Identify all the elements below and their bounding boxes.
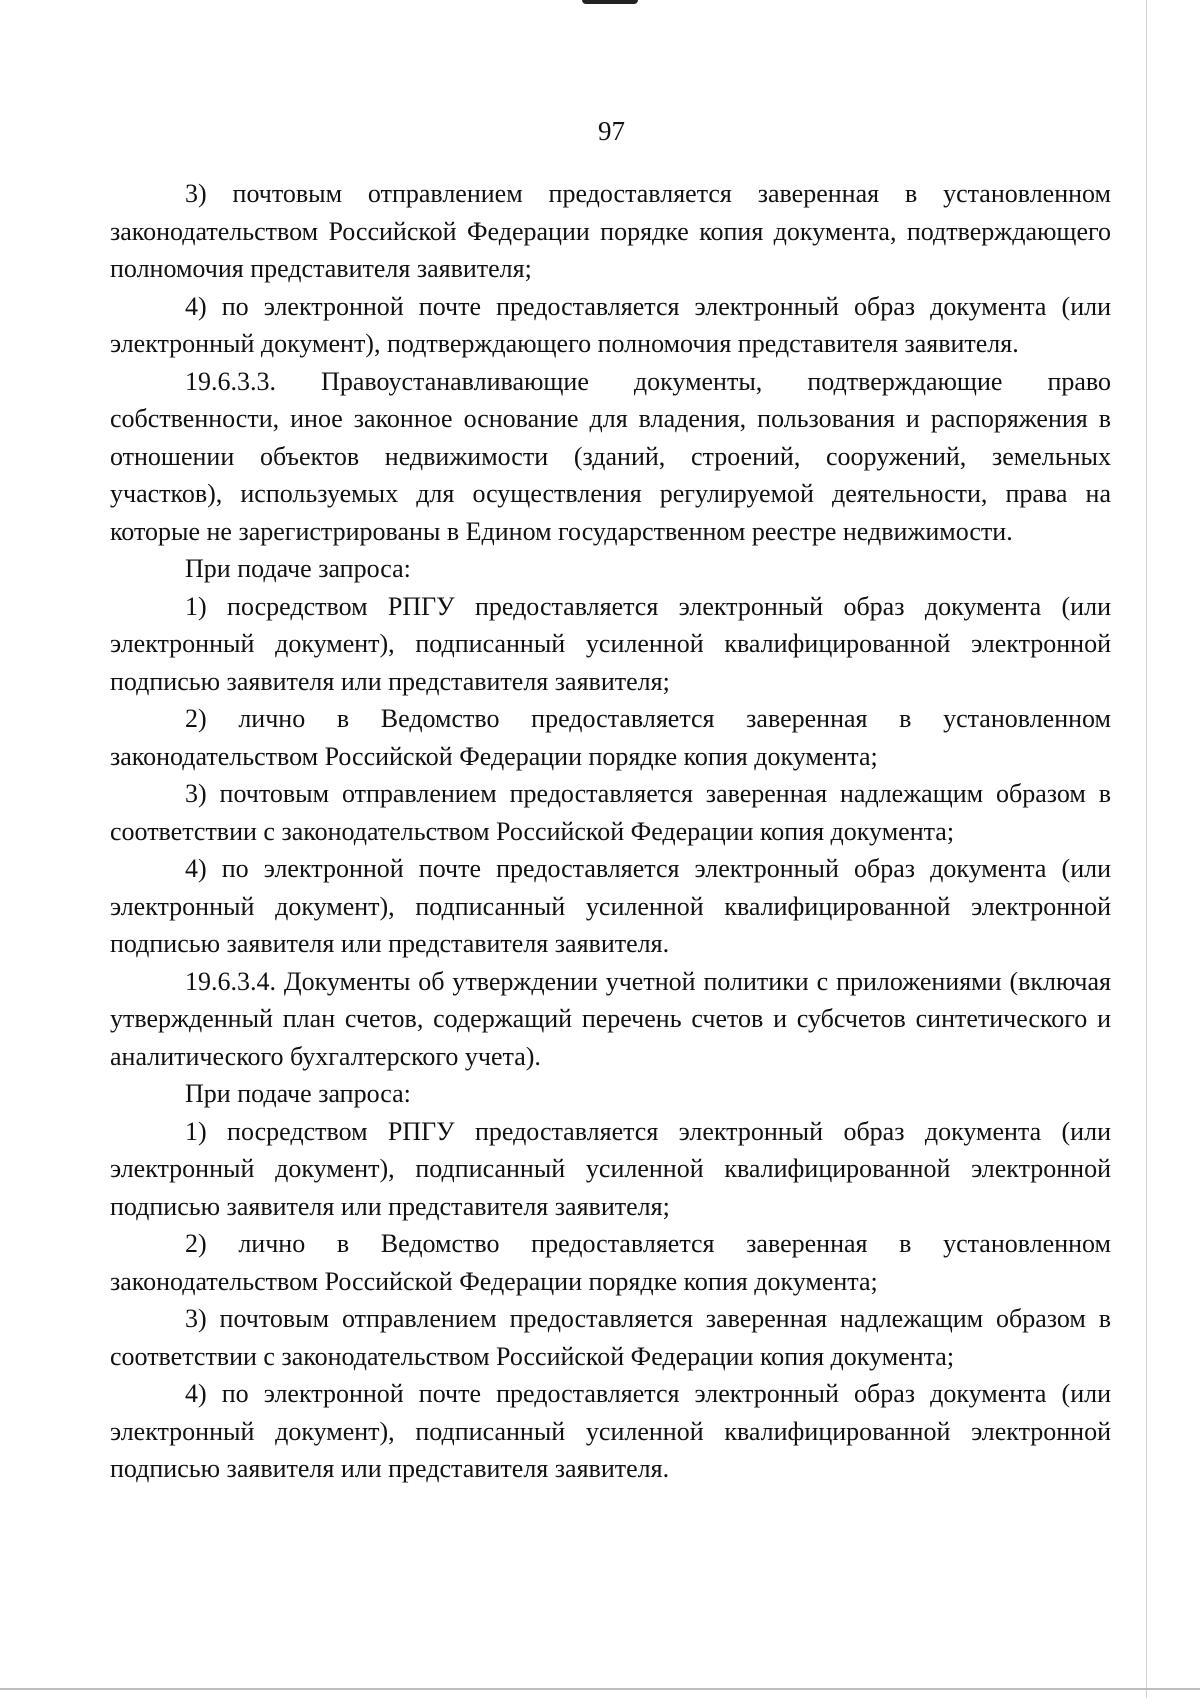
paragraph-postal: 3) почтовым отправлением предоставляется заверенная надлежащим образом в соответствии с законодательством Российской Федерации копия документа;: [110, 1304, 1111, 1371]
scan-artifact-top: [582, 0, 638, 4]
paragraph-postal: 3) почтовым отправлением предоставляется заверенная надлежащим образом в соответствии с законодательством Российской Федерации копия документа;: [110, 779, 1111, 846]
paragraph-email-authority: 4) по электронной почте предоставляется электронный образ документа (или электронный документ), подтверждающего полномочия представителя заявителя.: [110, 291, 1111, 358]
document-body: [110, 175, 1111, 1488]
paragraph-rpgu: 1) посредством РПГУ предоставляется электронный образ документа (или электронный документ), подписанный усиленной квалифицированной электронной подписью заявителя или представителя заявителя;: [110, 1116, 1111, 1221]
paragraph-request-heading: При подаче запроса:: [185, 1079, 411, 1108]
paragraph-section-19-6-3-3: 19.6.3.3. Правоустанавливающие документы, подтверждающие право собственности, иное законное основание для владения, пользования и распоряжения в отношении объектов недвижимости (зданий, строений, сооружений, земельных участков), используемых для осуществления регулируемой деятельности, права на которые не зарегистрированы в Едином государственном реестре недвижимости.: [110, 366, 1111, 546]
paragraph-email: 4) по электронной почте предоставляется электронный образ документа (или электронный документ), подписанный усиленной квалифицированной электронной подписью заявителя или представителя заявителя.: [110, 854, 1111, 958]
paragraph-section-19-6-3-4: 19.6.3.4. Документы об утверждении учетной политики с приложениями (включая утвержденный план счетов, содержащий перечень счетов и субсчетов синтетического и аналитического бухгалтерского учета).: [110, 966, 1111, 1071]
paragraph-email: 4) по электронной почте предоставляется электронный образ документа (или электронный документ), подписанный усиленной квалифицированной электронной подписью заявителя или представителя заявителя.: [110, 1379, 1111, 1483]
scan-edge-bottom: [0, 1688, 1200, 1690]
paragraph-in-person: 2) лично в Ведомство предоставляется заверенная в установленном законодательством Российской Федерации порядке копия документа;: [110, 704, 1111, 771]
page-number: 97: [598, 116, 625, 146]
paragraph-in-person: 2) лично в Ведомство предоставляется заверенная в установленном законодательством Российской Федерации порядке копия документа;: [110, 1229, 1111, 1296]
paragraph-postal-authority: 3) почтовым отправлением предоставляется заверенная в установленном законодательством Российской Федерации порядке копия документа, подтверждающего полномочия представителя заявителя;: [110, 179, 1111, 283]
paragraph-rpgu: 1) посредством РПГУ предоставляется электронный образ документа (или электронный документ), подписанный усиленной квалифицированной электронной подписью заявителя или представителя заявителя;: [110, 591, 1111, 696]
scan-edge-right: [1146, 0, 1147, 1698]
paragraph-request-heading: При подаче запроса:: [185, 554, 411, 583]
